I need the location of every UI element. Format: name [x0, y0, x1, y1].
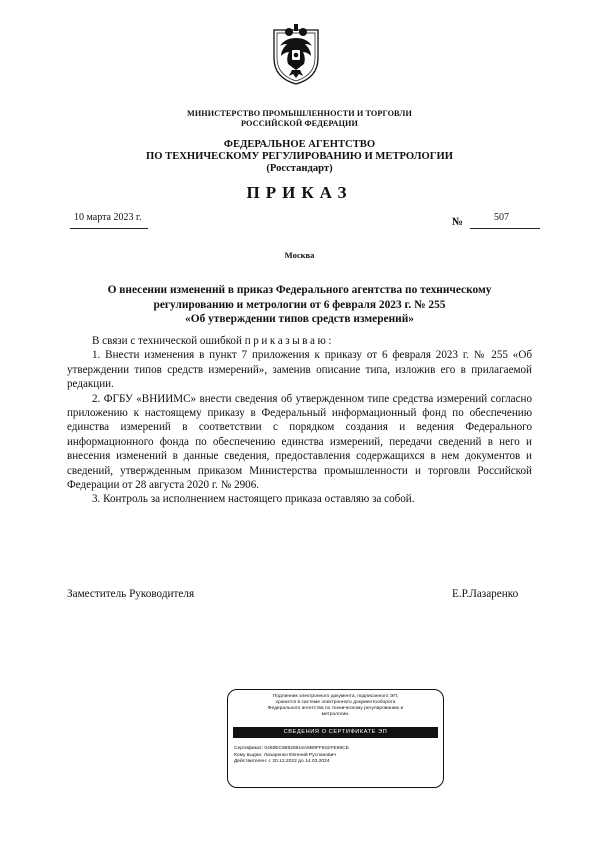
stamp-notice [234, 694, 437, 718]
order-number: 507 [494, 212, 509, 223]
signatory-name: Е.Р.Лазаренко [452, 588, 519, 600]
paragraph-2: 2. ФГБУ «ВНИИМС» внести сведения об утвержденном типе средства измерений согласно приложению к настоящему приказу в Федеральный информационный фонд по обеспечению единства измерений в соответствии с порядком создания и ведения Федерального информационного фонда по обеспечению единства измерений, передачи сведений в него и внесения изменений в данные сведения, предоставления содержащихся в нем документов и сведений, утвержденным приказом Министерства промышленности и торговли Российской Федерации от 28 августа 2020 г. № 2906. [67, 392, 532, 492]
ministry-line-1: МИНИСТЕРСТВО ПРОМЫШЛЕННОСТИ И ТОРГОВЛИ [187, 109, 412, 118]
stamp-certificate-band: СВЕДЕНИЯ О СЕРТИФИКАТЕ ЭП [233, 727, 438, 738]
agency-line-3: (Росстандарт) [266, 163, 333, 175]
ministry-name [0, 109, 599, 128]
city: Москва [284, 250, 315, 260]
coat-of-arms-icon [268, 20, 324, 86]
subject-line-1: О внесении изменений в приказ Федерального агентства по техническому [107, 284, 492, 296]
ministry-line-2: РОССИЙСКОЙ ФЕДЕРАЦИИ [241, 118, 358, 128]
date-underline [70, 228, 148, 229]
stamp-validity: Действителен: с 20.12.2022 до 14.03.2024 [234, 759, 330, 765]
number-underline [470, 228, 540, 229]
intro-paragraph [67, 334, 532, 348]
paragraph-3: 3. Контроль за исполнением настоящего приказа оставляю за собой. [92, 493, 415, 506]
order-title: ПРИКАЗ [246, 183, 353, 202]
stamp-line-2: хранится в системе электронного документооборота [275, 700, 396, 705]
subject-line-3: «Об утверждении типов средств измерений» [185, 313, 414, 325]
agency-line-1: ФЕДЕРАЛЬНОЕ АГЕНТСТВО [223, 139, 376, 150]
stamp-owner: Кому выдан: Лазаренко Евгений Русланович [234, 752, 336, 758]
stamp-line-4: метрологии. [321, 712, 350, 717]
stamp-details [234, 746, 439, 766]
subject-line-2: регулированию и метрологии от 6 февраля 2023 г. № 255 [153, 298, 446, 311]
signatory-title: Заместитель Руководителя [67, 588, 195, 600]
intro-spaced-word: приказываю: [244, 335, 335, 347]
electronic-signature-stamp [227, 689, 444, 788]
intro-text: В связи с технической ошибкой [92, 335, 242, 347]
order-body [67, 334, 532, 507]
number-sign: № [452, 216, 464, 228]
stamp-line-1: Подлинник электронного документа, подписанного ЭП, [272, 694, 399, 699]
paragraph-1: 1. Внести изменения в пункт 7 приложения к приказу от 6 февраля 2023 г. № 255 «Об утверждении типов средств измерений», заменив описание типа, изложив его в прилагаемой редакции. [67, 349, 532, 391]
agency-line-2: ПО ТЕХНИЧЕСКОМУ РЕГУЛИРОВАНИЮ И МЕТРОЛОГИИ [146, 151, 453, 163]
stamp-certificate: Сертификат: 0460ЕС86926916А5В9FF91ЕFЕ69СЕ [234, 746, 349, 751]
agency-name [0, 139, 599, 176]
order-subject [0, 283, 599, 327]
order-date: 10 марта 2023 г. [74, 212, 142, 223]
stamp-line-3: Федерального агентства по техническому регулированию и [267, 706, 404, 711]
